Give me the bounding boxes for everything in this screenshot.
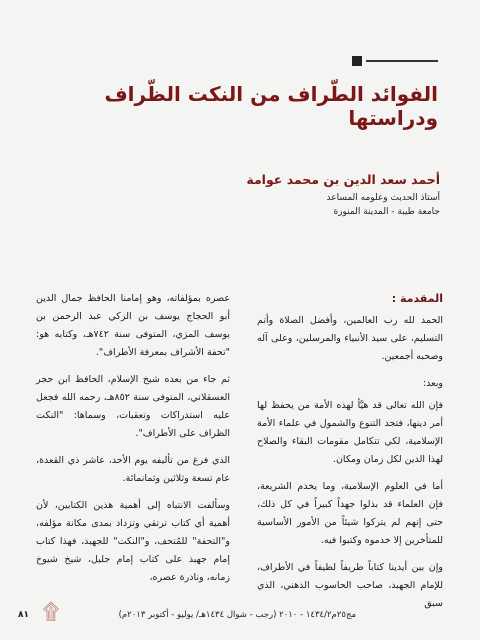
- journal-logo-icon: ۩: [42, 600, 60, 625]
- section-heading: المقدمة :: [391, 292, 443, 305]
- paragraph: وبعد:: [422, 378, 443, 389]
- page-number: ٨١: [18, 610, 29, 620]
- journal-citation: مج٢٥م١٤٣٤/٢ - ٢٠١٠ (رجب - شوال ١٤٣٤هـ/ يوليو - أكتوبر ٢٠١٣م): [118, 610, 356, 620]
- paragraph: وإن بين أيدينا كتاباً طريفاً لطيفاً في الأطراف، للإمام الجهبذ، صاحب الحاسوب الذهني، الذي سبق: [257, 562, 443, 609]
- paragraph: ثم جاء من بعده شيخ الإسلام، الحافظ ابن حجر العسقلاني، المتوفى سنة ٨٥٢هـ، رحمه الله فجعل عليه استدراكات وتعقبات، وسماها: "النكت الظراف على الأطراف".: [36, 374, 231, 439]
- paragraph: وسألفت الانتباه إلى أهمية هذين الكتابين، لأن أهمية أي كتاب ترتقي وتزداد بمدى مكانة مؤلفه، و"التحفة" للمُتحف، و"النكت" للجهبذ، فهذا كتاب إمام جهبذ على كتاب إمام جليل، شيخ شيوخ زمانه، ونادرة عصره،: [36, 500, 230, 583]
- paragraph: أما في العلوم الإسلامية، وما يخدم الشريعة، فإن العلماء قد بذلوا جهداً كبيراً في كل ذلك، حتى إنهم لم يتركوا شيئاً من الأمور الأساسية للمتأخرين إلا خدموه وكتبوا فيه.: [257, 481, 443, 546]
- paragraph: الذي فرغ من تأليفه يوم الأحد، عاشر ذي القعدة، عام تسعة وثلاثين وثمانمائة.: [36, 455, 230, 484]
- paragraph: عصره بمؤلفاته، وهو إمامنا الحافظ جمال الدين أبو الحجاج يوسف بن الزكي عبد الرحمن بن يوسف المزي، المتوفى سنة ٧٤٢هـ، وكتابه هو: "تحفة الأشراف بمعرفة الأطراف".: [36, 293, 230, 358]
- author-position: أستاذ الحديث وعلومه المساعد: [326, 193, 440, 203]
- section-marker: [352, 56, 362, 66]
- paragraph: الحمد لله رب العالمين، وأفضل الصلاة وأتم التسليم، على سيد الأنبياء والمرسلين، وعلى آله وصحبه أجمعين.: [257, 315, 443, 362]
- left-column: [36, 290, 230, 596]
- author-university: جامعة طيبة - المدينة المنورة: [333, 207, 440, 217]
- right-column: [257, 290, 443, 622]
- author-name: أحمد سعد الدين بن محمد عوامة: [246, 172, 440, 187]
- article-title: الفوائد الطّراف من النكت الظّراف ودراستها: [104, 82, 438, 130]
- header-rule: [366, 60, 438, 62]
- paragraph: فإن الله تعالى قد هيَّأ لهذه الأمة من يحفظ لها أمر دينها، فتجد التنوع والشمول في علماء الأمة الإسلامية، لكي تتكامل مقومات البقاء والصلاح لهذا الدين لكل زمان ومكان.: [257, 400, 443, 465]
- author-block: [110, 172, 440, 221]
- page-footer: [12, 600, 356, 628]
